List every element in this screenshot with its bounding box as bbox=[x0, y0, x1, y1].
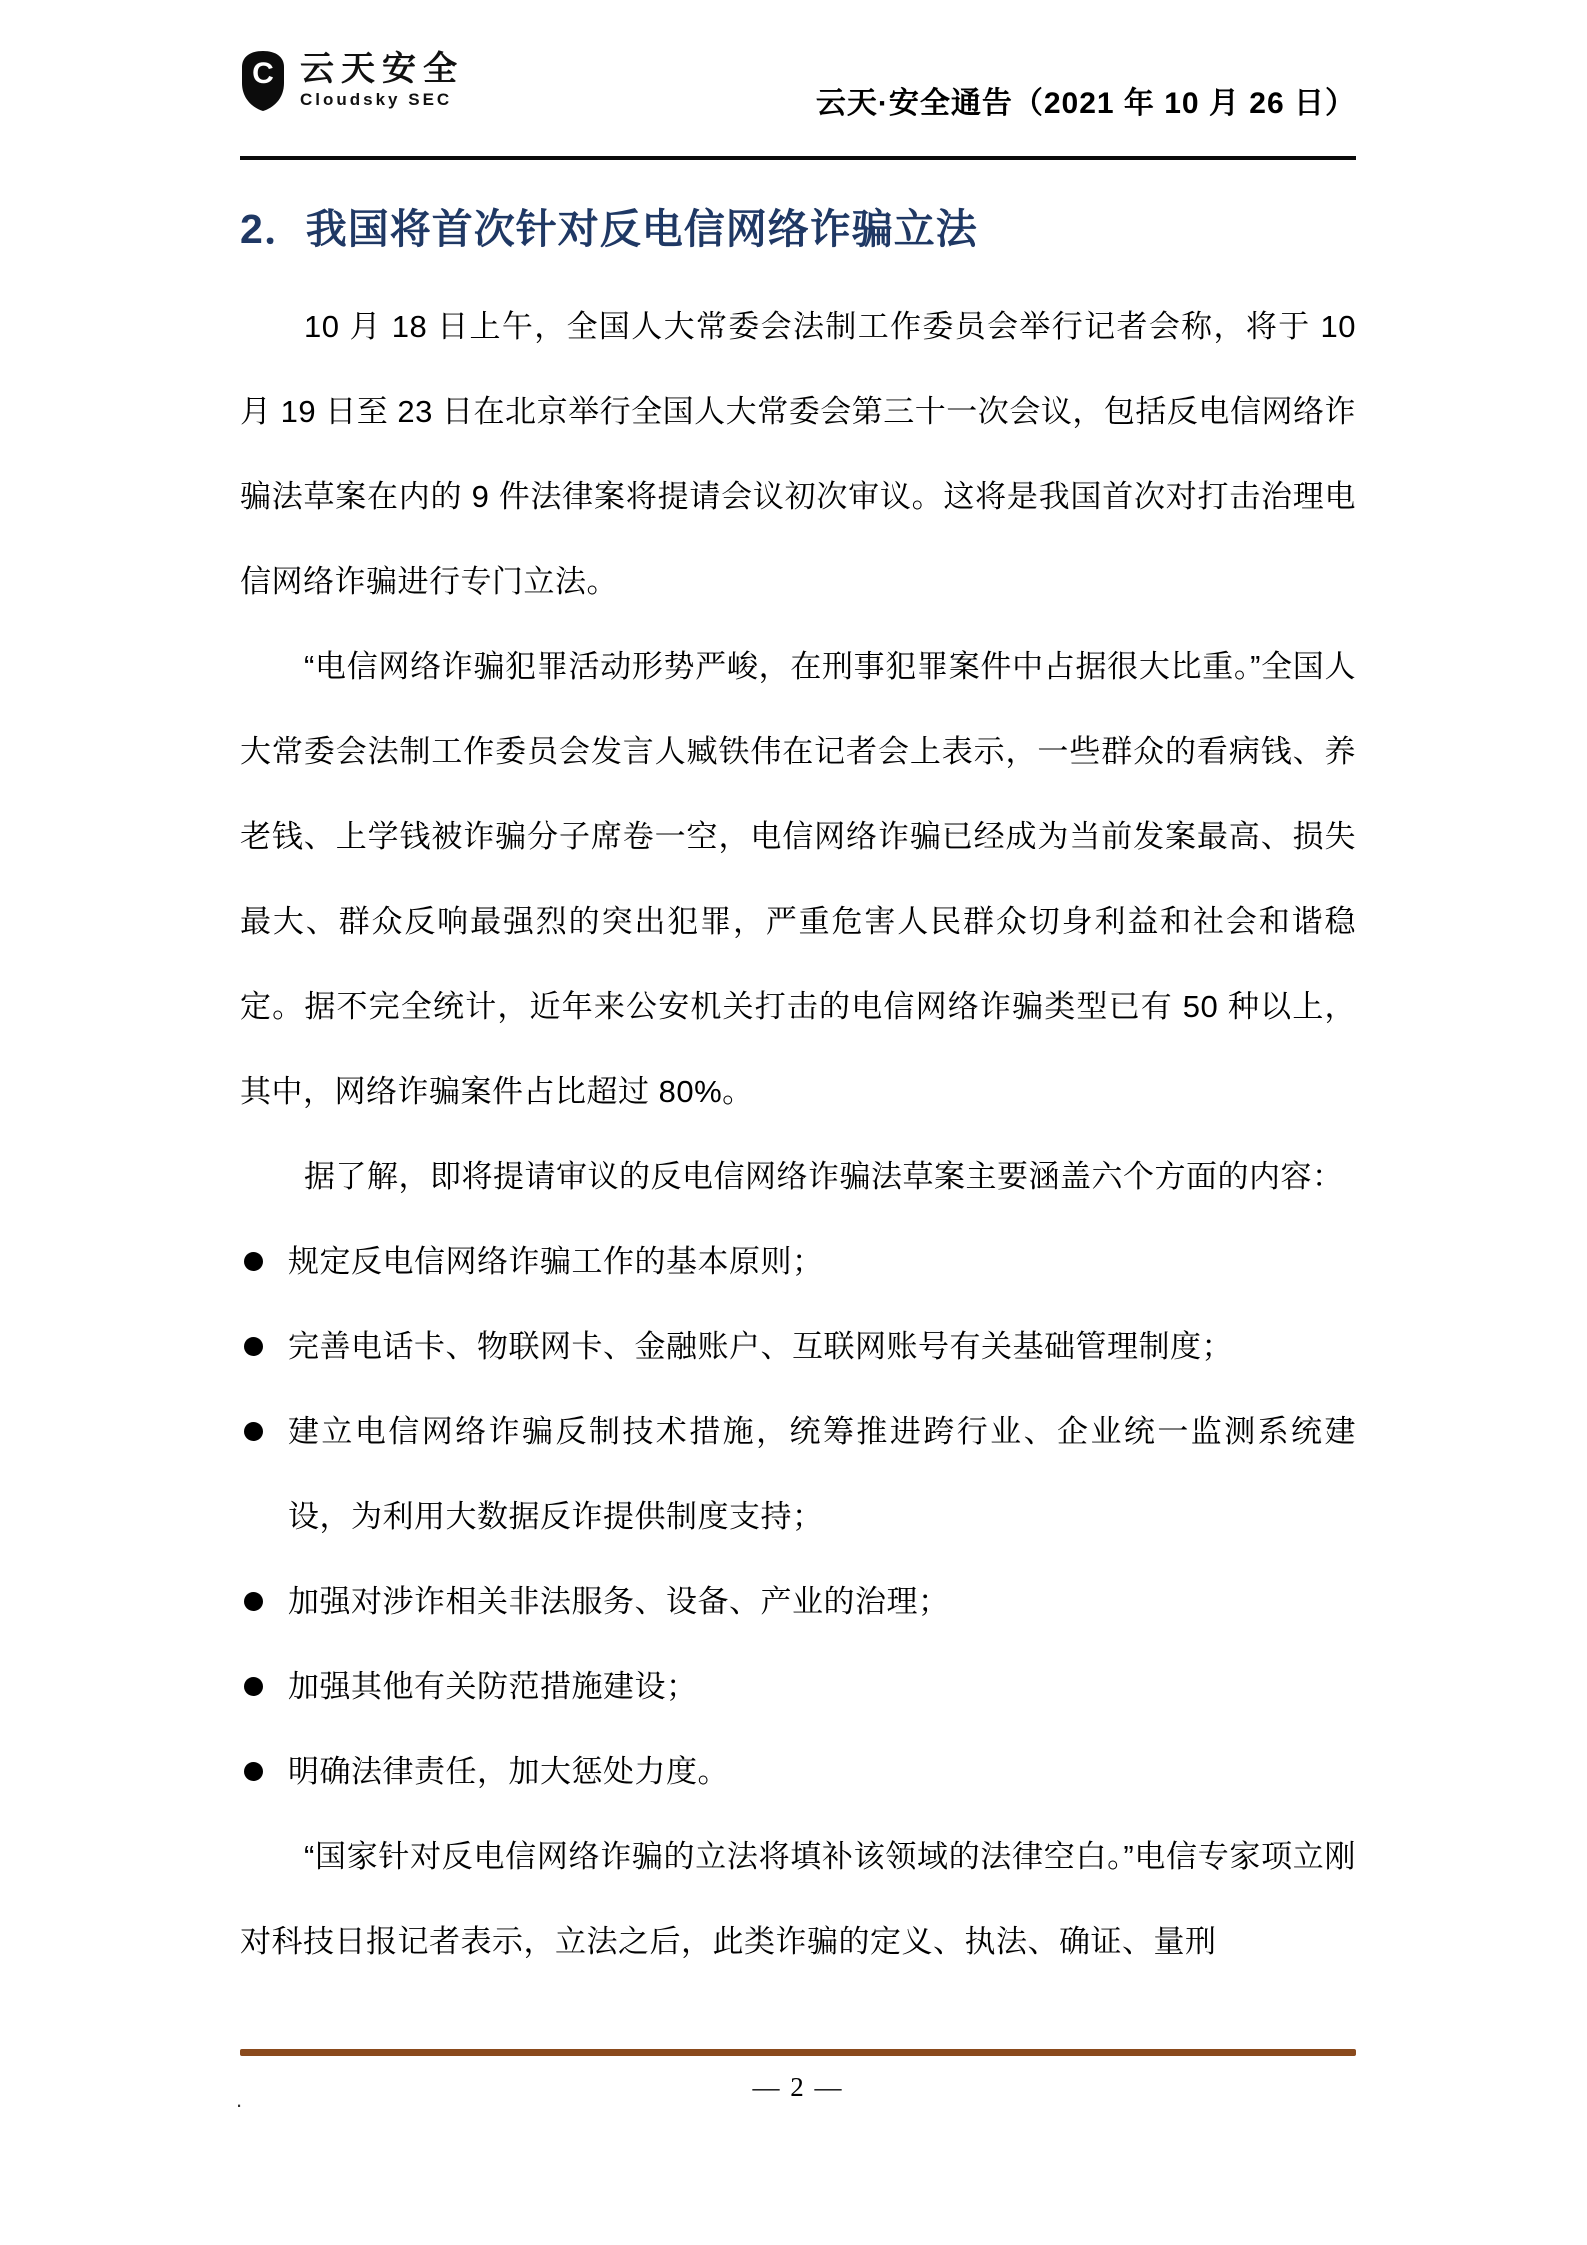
document-title: 云天·安全通告（2021 年 10 月 26 日） bbox=[815, 87, 1356, 120]
paragraph-3: 据了解，即将提请审议的反电信网络诈骗法草案主要涵盖六个方面的内容： bbox=[304, 1159, 1344, 1194]
brand-name-en: Cloudsky SEC bbox=[300, 90, 453, 109]
bullet-icon bbox=[244, 1337, 263, 1356]
list-item-text: 完善电话卡、物联网卡、金融账户、互联网账号有关基础管理制度； bbox=[288, 1329, 1233, 1364]
logo-letter: C bbox=[252, 57, 274, 90]
list-item-text: 建立电信网络诈骗反制技术措施，统筹推进跨行业、企业统一监测系统建设，为利用大数据反诈提供制度支持； bbox=[288, 1414, 1356, 1534]
paragraph-closing: “国家针对反电信网络诈骗的立法将填补该领域的法律空白。”电信专家项立刚对科技日报记者表示，立法之后，此类诈骗的定义、执法、确证、量刑 bbox=[240, 1839, 1356, 1959]
bullet-list bbox=[240, 1219, 1356, 1814]
list-item-text: 明确法律责任，加大惩处力度。 bbox=[288, 1754, 729, 1789]
stray-dot: . bbox=[236, 2087, 243, 2112]
paragraph-1: 10 月 18 日上午，全国人大常委会法制工作委员会举行记者会称，将于 10 月 19 日至 23 日在北京举行全国人大常委会第三十一次会议，包括反电信网络诈骗法草案在内的 9 件法律案将提请会议初次审议。这将是我国首次对打击治理电信网络诈骗进行专门立法。 bbox=[240, 309, 1356, 599]
list-item bbox=[240, 1559, 1356, 1644]
list-item-text: 加强对涉诈相关非法服务、设备、产业的治理； bbox=[288, 1584, 950, 1619]
company-logo bbox=[240, 50, 464, 112]
shield-logo-icon bbox=[240, 50, 286, 112]
list-item bbox=[240, 1644, 1356, 1729]
list-item bbox=[240, 1304, 1356, 1389]
list-item bbox=[240, 1729, 1356, 1814]
list-item-text: 加强其他有关防范措施建设； bbox=[288, 1669, 698, 1704]
logo-text-block bbox=[300, 51, 464, 111]
list-item bbox=[240, 1389, 1356, 1559]
section-heading: 2．我国将首次针对反电信网络诈骗立法 bbox=[240, 206, 978, 252]
page-footer bbox=[236, 2049, 1356, 2112]
bullet-icon bbox=[244, 1592, 263, 1611]
bullet-icon bbox=[244, 1762, 263, 1781]
list-item-text: 规定反电信网络诈骗工作的基本原则； bbox=[288, 1244, 824, 1279]
footer-divider bbox=[240, 2049, 1356, 2056]
page-header bbox=[240, 0, 1356, 160]
bullet-icon bbox=[244, 1422, 263, 1441]
list-item bbox=[240, 1219, 1356, 1304]
paragraph-2: “电信网络诈骗犯罪活动形势严峻，在刑事犯罪案件中占据很大比重。”全国人大常委会法制工作委员会发言人臧铁伟在记者会上表示，一些群众的看病钱、养老钱、上学钱被诈骗分子席卷一空，电信网络诈骗已经成为当前发案最高、损失最大、群众反响最强烈的突出犯罪，严重危害人民群众切身利益和社会和谐稳定。据不完全统计，近年来公安机关打击的电信网络诈骗类型已有 50 种以上，其中，网络诈骗案件占比超过 80%。 bbox=[240, 649, 1356, 1109]
page-number: — 2 — bbox=[752, 2072, 844, 2102]
bullet-icon bbox=[244, 1252, 263, 1271]
brand-name-cn: 云天安全 bbox=[300, 50, 464, 88]
bullet-icon bbox=[244, 1677, 263, 1696]
